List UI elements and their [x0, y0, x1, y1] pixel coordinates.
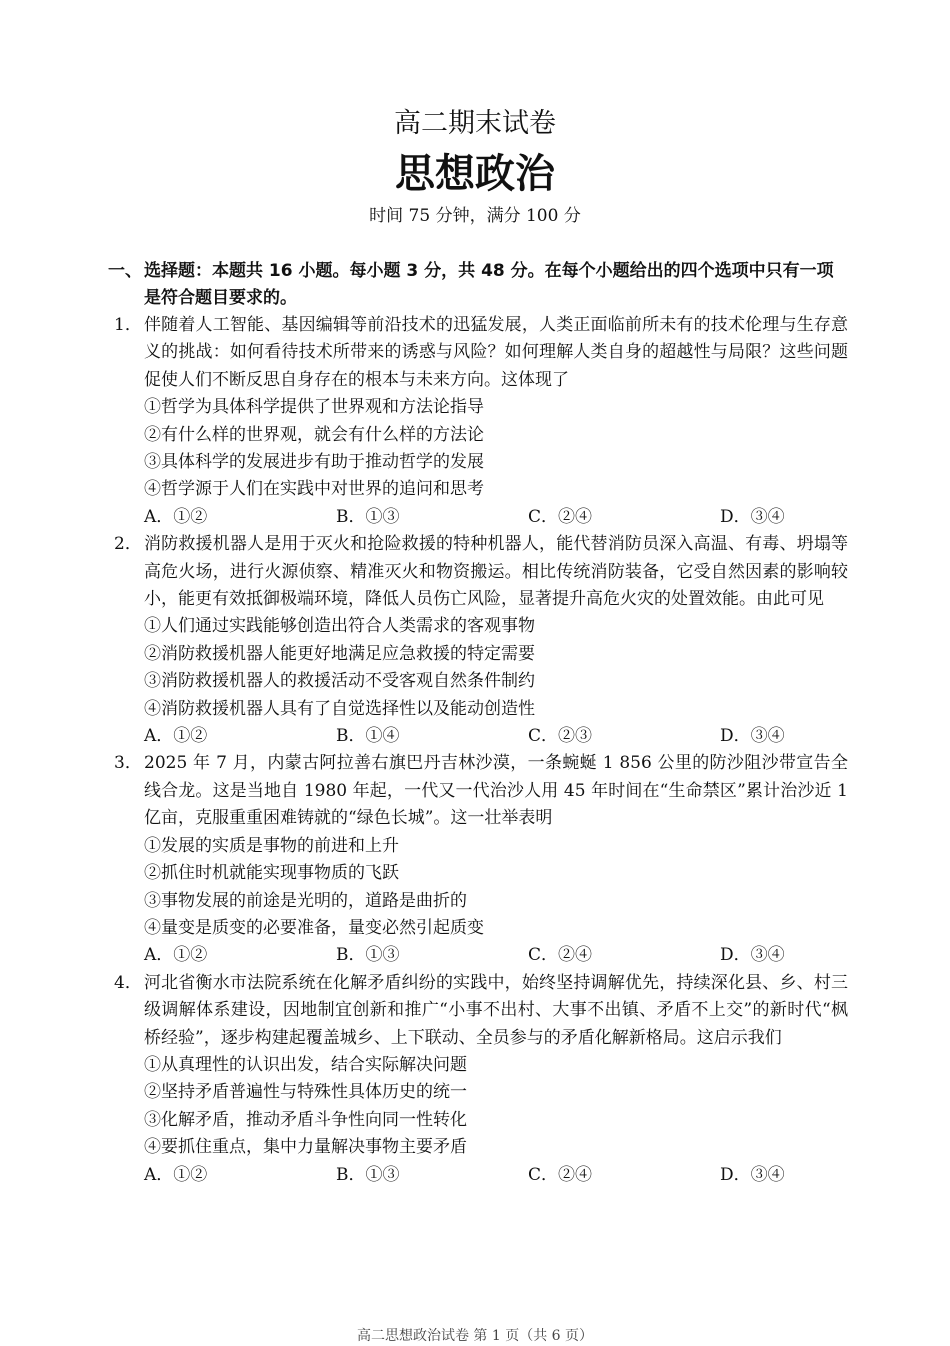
- choice-d: D．③④: [720, 1164, 785, 1185]
- page-footer: 高二思想政治试卷 第 1 页（共 6 页）: [356, 1328, 594, 1344]
- question-3: [108, 750, 848, 969]
- statement-option: ①人们通过实践能够创造出符合人类需求的客观事物: [144, 616, 535, 637]
- answer-choices: [144, 504, 848, 531]
- choice-a: A．①②: [144, 1164, 208, 1185]
- choice-b: B．①③: [336, 1164, 400, 1185]
- subject-title: 思想政治: [395, 151, 555, 197]
- statement-option: ①发展的实质是事物的前进和上升: [144, 835, 399, 856]
- time-info: 时间 75 分钟，满分 100 分: [369, 206, 581, 226]
- question-stem: 消防救援机器人是用于灭火和抢险救援的特种机器人，能代替消防员深入高温、有毒、坍塌等高危火场，进行火源侦察、精准灭火和物资搬运。相比传统消防装备，它受自然因素的影响较小，能更有效抵御极端环境，降低人员伤亡风险，显著提升高危火灾的处置效能。由此可见: [144, 534, 848, 610]
- statement-option: ①哲学为具体科学提供了世界观和方法论指导: [144, 397, 484, 418]
- choice-c: C．②③: [528, 726, 593, 747]
- exam-title: 高二期末试卷: [394, 108, 556, 139]
- choice-c: C．②④: [528, 506, 593, 527]
- statement-option: ④哲学源于人们在实践中对世界的追问和思考: [144, 479, 484, 500]
- question-list: [108, 312, 848, 1189]
- statement-option: ④要抓住重点，集中力量解决事物主要矛盾: [144, 1137, 467, 1158]
- choice-b: B．①③: [336, 506, 400, 527]
- section-heading: [108, 258, 848, 312]
- choice-d: D．③④: [720, 506, 785, 527]
- answer-choices: [144, 942, 848, 969]
- question-stem: 2025 年 7 月，内蒙古阿拉善右旗巴丹吉林沙漠，一条蜿蜒 1 856 公里的防沙阻沙带宣告全线合龙。这是当地自 1980 年起，一代又一代治沙人用 45 年时间在“生命禁区”累计治沙近 1 亿亩，克服重重困难铸就的“绿色长城”。这一壮举表明: [144, 753, 848, 829]
- choice-b: B．①④: [336, 726, 400, 747]
- section-instructions: 选择题：本题共 16 小题。每小题 3 分，共 48 分。在每个小题给出的四个选项中只有一项是符合题目要求的。: [144, 261, 834, 308]
- question-stem: 伴随着人工智能、基因编辑等前沿技术的迅猛发展，人类正面临前所未有的技术伦理与生存意义的挑战：如何看待技术所带来的诱惑与风险？如何理解人类自身的超越性与局限？这些问题促使人们不断反思自身存在的根本与未来方向。这体现了: [144, 315, 848, 390]
- statement-option: ③消防救援机器人的救援活动不受客观自然条件制约: [144, 671, 535, 692]
- statement-option: ②有什么样的世界观，就会有什么样的方法论: [144, 424, 484, 445]
- choice-b: B．①③: [336, 945, 400, 966]
- question-number: 1．: [114, 315, 142, 335]
- question-4: [108, 970, 848, 1189]
- answer-choices: [144, 1162, 848, 1189]
- choice-d: D．③④: [720, 945, 785, 966]
- question-stem: 河北省衡水市法院系统在化解矛盾纠纷的实践中，始终坚持调解优先，持续深化县、乡、村三级调解体系建设，因地制宜创新和推广“小事不出村、大事不出镇、矛盾不上交”的新时代“枫桥经验”，逐步构建起覆盖城乡、上下联动、全员参与的矛盾化解新格局。这启示我们: [144, 972, 848, 1048]
- statement-option: ②消防救援机器人能更好地满足应急救援的特定需要: [144, 643, 535, 664]
- statement-option: ④量变是质变的必要准备，量变必然引起质变: [144, 917, 484, 938]
- answer-choices: [144, 723, 848, 750]
- question-number: 4．: [114, 972, 142, 993]
- question-1: [108, 312, 848, 531]
- statement-option: ②坚持矛盾普遍性与特殊性具体历史的统一: [144, 1082, 467, 1103]
- choice-a: A．①②: [144, 945, 208, 966]
- statement-option: ③事物发展的前途是光明的，道路是曲折的: [144, 890, 467, 911]
- statement-option: ③具体科学的发展进步有助于推动哲学的发展: [144, 452, 484, 473]
- choice-a: A．①②: [144, 506, 208, 527]
- statement-option: ③化解矛盾，推动矛盾斗争性向同一性转化: [144, 1109, 467, 1130]
- statement-option: ①从真理性的认识出发，结合实际解决问题: [144, 1054, 467, 1075]
- choice-d: D．③④: [720, 726, 785, 747]
- choice-c: C．②④: [528, 1164, 593, 1185]
- choice-c: C．②④: [528, 945, 593, 966]
- section-label: 一、: [108, 261, 142, 281]
- choice-a: A．①②: [144, 726, 208, 747]
- statement-option: ②抓住时机就能实现事物质的飞跃: [144, 863, 399, 884]
- question-2: [108, 531, 848, 750]
- statement-option: ④消防救援机器人具有了自觉选择性以及能动创造性: [144, 698, 535, 719]
- question-number: 3．: [114, 753, 142, 774]
- question-number: 2．: [114, 534, 142, 555]
